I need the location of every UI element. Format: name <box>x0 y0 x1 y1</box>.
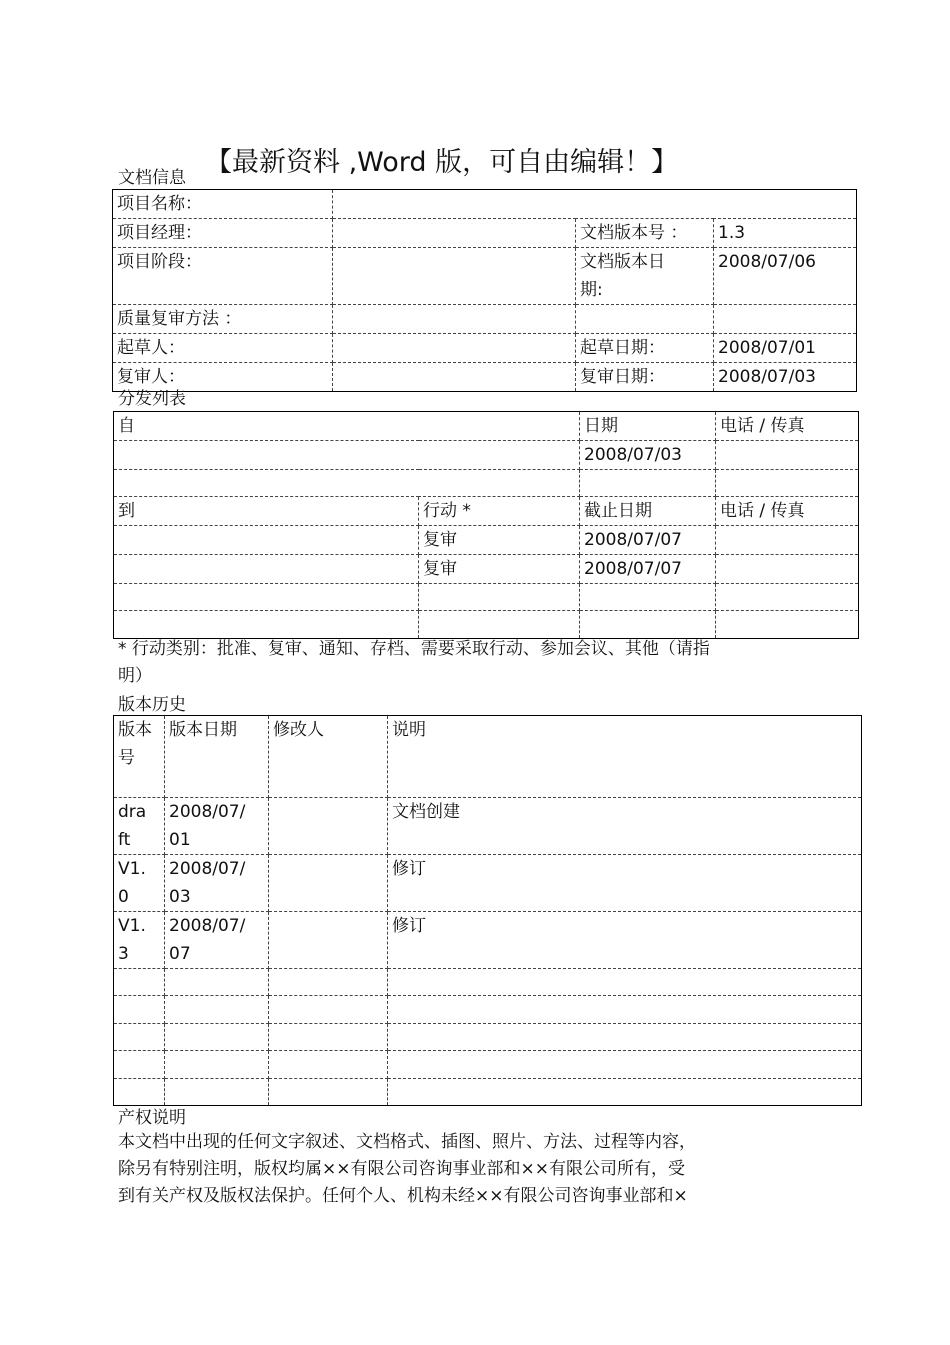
modifier-cell <box>269 855 388 912</box>
version-date-label-line1: 文档版本日 <box>580 252 665 272</box>
review-method-label: 质量复审方法 ： <box>113 305 333 334</box>
version-part2: 0 <box>118 887 129 907</box>
empty-cell <box>269 996 388 1024</box>
action-value <box>419 584 580 611</box>
project-stage-value <box>333 248 576 305</box>
date-part1: 2008/07/ <box>169 859 246 879</box>
action-value: 复审 <box>419 526 580 555</box>
empty-cell <box>388 969 862 996</box>
project-manager-value <box>333 219 576 248</box>
to-value <box>114 584 419 611</box>
modifier-cell <box>269 798 388 855</box>
empty-cell <box>114 996 165 1024</box>
date-header: 日期 <box>580 412 716 441</box>
version-date-label-line2: 期: <box>580 280 603 300</box>
to-header: 到 <box>114 497 419 526</box>
version-part2: ft <box>118 830 131 850</box>
drafter-label: 起草人： <box>113 334 333 363</box>
date-cell <box>165 798 269 855</box>
empty-cell <box>269 969 388 996</box>
phone-value <box>716 611 859 639</box>
col-modifier-header: 修改人 <box>269 716 388 798</box>
phone-value <box>716 584 859 611</box>
action-note-line1: * 行动类别：批准、复审、通知、存档、需要采取行动、参加会议、其他（请指 <box>118 639 710 659</box>
date-part1: 2008/07/ <box>169 916 246 936</box>
empty-cell <box>114 969 165 996</box>
action-note-line2: 明） <box>118 666 152 686</box>
from-label: 自 <box>114 412 580 441</box>
date-part2: 07 <box>169 944 191 964</box>
from-date-value: 2008/07/03 <box>580 441 716 470</box>
copyright-heading: 产权说明 <box>118 1108 186 1128</box>
empty-cell <box>269 1024 388 1051</box>
deadline-value: 2008/07/07 <box>580 526 716 555</box>
project-manager-label: 项目经理： <box>113 219 333 248</box>
desc-cell: 修订 <box>388 912 862 969</box>
to-value <box>114 555 419 584</box>
date-part1: 2008/07/ <box>169 802 246 822</box>
date-cell <box>165 855 269 912</box>
action-header: 行动 * <box>419 497 580 526</box>
doc-info-heading: 文档信息 <box>118 168 186 188</box>
version-history-table <box>113 715 862 1106</box>
review-method-extra <box>576 305 714 334</box>
version-date-label <box>576 248 714 305</box>
desc-cell: 文档创建 <box>388 798 862 855</box>
from-value <box>114 441 580 470</box>
col-date-header: 版本日期 <box>165 716 269 798</box>
deadline-header: 截止日期 <box>580 497 716 526</box>
desc-cell: 修订 <box>388 855 862 912</box>
distribution-table <box>113 411 859 639</box>
phone-header-2: 电话 / 传真 <box>716 497 859 526</box>
empty-cell <box>114 1079 165 1106</box>
date-part2: 01 <box>169 830 191 850</box>
deadline-value: 2008/07/07 <box>580 555 716 584</box>
from-empty-date <box>580 470 716 497</box>
from-empty-row <box>114 470 580 497</box>
from-phone-value <box>716 441 859 470</box>
reviewer-value <box>333 363 576 392</box>
phone-value <box>716 555 859 584</box>
doc-info-table <box>112 189 857 392</box>
empty-cell <box>388 1024 862 1051</box>
version-cell <box>114 912 165 969</box>
action-value: 复审 <box>419 555 580 584</box>
date-cell <box>165 912 269 969</box>
to-value <box>114 526 419 555</box>
empty-cell <box>165 996 269 1024</box>
distribution-heading: 分发列表 <box>118 389 186 409</box>
project-name-label: 项目名称： <box>113 190 333 219</box>
draft-date-label: 起草日期： <box>576 334 714 363</box>
copyright-line1: 本文档中出现的任何文字叙述、文档格式、插图、照片、方法、过程等内容， <box>118 1132 696 1152</box>
copyright-line2: 除另有特别注明，版权均属××有限公司咨询事业部和××有限公司所有，受 <box>118 1159 685 1179</box>
empty-cell <box>165 1024 269 1051</box>
date-part2: 03 <box>169 887 191 907</box>
version-date-value: 2008/07/06 <box>714 248 857 305</box>
version-cell <box>114 855 165 912</box>
review-date-value: 2008/07/03 <box>714 363 857 392</box>
empty-cell <box>165 1079 269 1106</box>
empty-cell <box>388 1079 862 1106</box>
copyright-text <box>118 1129 778 1210</box>
review-method-extra-2 <box>714 305 857 334</box>
col-version-header: 版本号 <box>114 716 165 798</box>
version-no-label: 文档版本号 ： <box>576 219 714 248</box>
from-empty-phone <box>716 470 859 497</box>
empty-cell <box>114 1051 165 1079</box>
project-stage-label: 项目阶段： <box>113 248 333 305</box>
empty-cell <box>165 969 269 996</box>
empty-cell <box>165 1051 269 1079</box>
review-date-label: 复审日期： <box>576 363 714 392</box>
empty-cell <box>388 996 862 1024</box>
project-name-value <box>333 190 857 219</box>
empty-cell <box>388 1051 862 1079</box>
version-cell <box>114 798 165 855</box>
modifier-cell <box>269 912 388 969</box>
phone-value <box>716 526 859 555</box>
drafter-value <box>333 334 576 363</box>
empty-cell <box>269 1079 388 1106</box>
reviewer-label: 复审人： <box>113 363 333 392</box>
version-part1: V1. <box>118 916 146 936</box>
col-desc-header: 说明 <box>388 716 862 798</box>
empty-cell <box>269 1051 388 1079</box>
version-no-value: 1.3 <box>714 219 857 248</box>
copyright-line3: 到有关产权及版权法保护。任何个人、机构未经××有限公司咨询事业部和× <box>118 1186 688 1206</box>
draft-date-value: 2008/07/01 <box>714 334 857 363</box>
version-part1: V1. <box>118 859 146 879</box>
deadline-value <box>580 584 716 611</box>
document-banner: 【最新资料 ,Word 版，可自由编辑！】 <box>205 147 679 178</box>
empty-cell <box>114 1024 165 1051</box>
history-heading: 版本历史 <box>118 695 186 715</box>
phone-header: 电话 / 传真 <box>716 412 859 441</box>
version-part2: 3 <box>118 944 129 964</box>
review-method-value <box>333 305 576 334</box>
version-part1: dra <box>118 802 147 822</box>
